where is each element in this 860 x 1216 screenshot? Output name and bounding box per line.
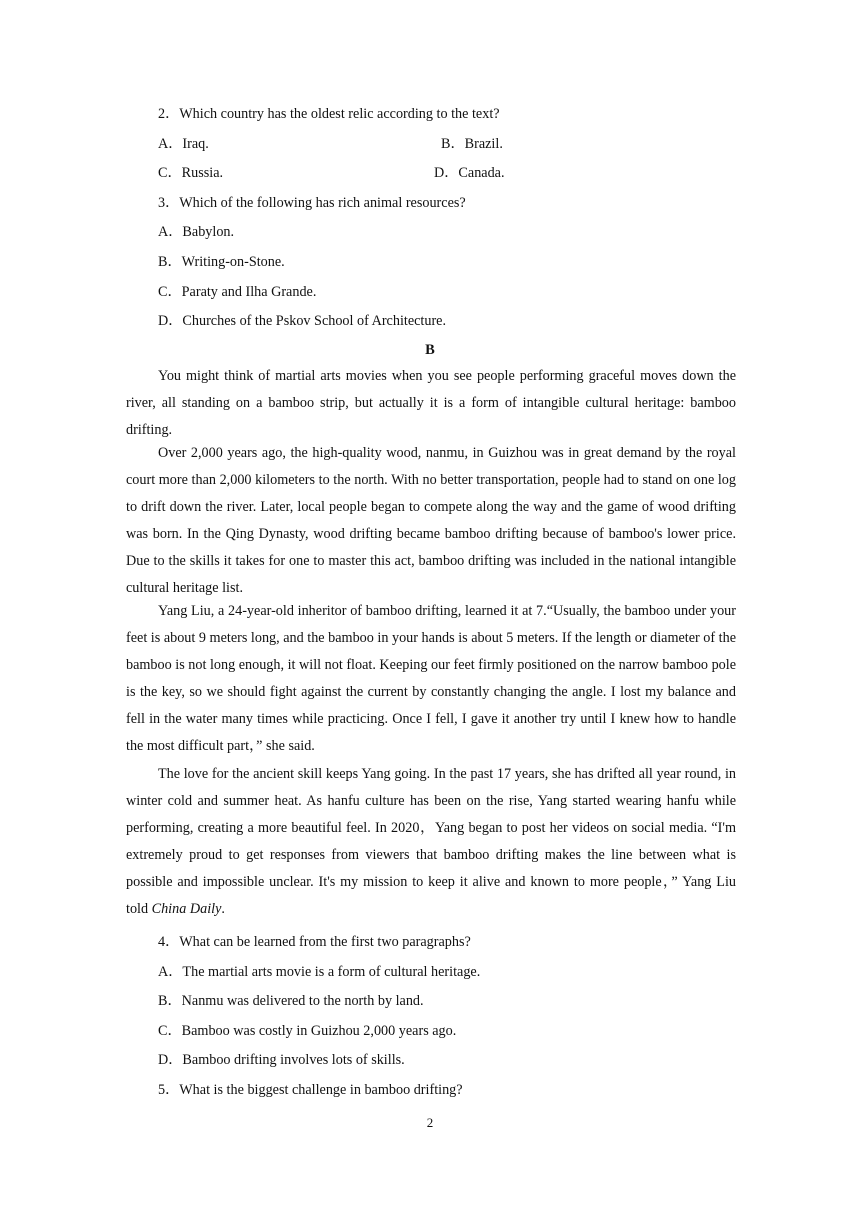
question-5-stem: 5．What is the biggest challenge in bamboo drifting? (158, 1082, 463, 1098)
question-4-option-a: A．The martial arts movie is a form of cultural heritage. (158, 964, 481, 980)
section-heading: B (425, 342, 435, 358)
question-2-option-a: A．Iraq. (158, 136, 209, 152)
question-3-option-b: B．Writing-on-Stone. (158, 254, 285, 270)
question-2-stem: 2．Which country has the oldest relic according to the text? (158, 106, 500, 122)
passage-paragraph-4 (126, 761, 736, 922)
passage-paragraph-2: Over 2,000 years ago, the high-quality wood, nanmu, in Guizhou was in great demand by the royal court more than 2,000 kilometers to the north. With no better transportation, people had to stand on one log to drift down the river. Later, local people began to compete along the way and the game of wood drifting was born. In the Qing Dynasty, wood drifting became bamboo drifting because of bamboo's lower price. Due to the skills it takes for one to master this act, bamboo drifting was included in the national intangible cultural heritage list. (126, 445, 736, 596)
question-3-option-d: D．Churches of the Pskov School of Architecture. (158, 313, 447, 329)
question-2-option-d: D．Canada. (434, 165, 505, 181)
question-3-stem: 3．Which of the following has rich animal resources? (158, 195, 466, 211)
question-4-stem: 4．What can be learned from the first two paragraphs? (158, 934, 471, 950)
question-4-option-d: D．Bamboo drifting involves lots of skills. (158, 1052, 405, 1068)
question-2-option-c: C．Russia. (158, 165, 224, 181)
passage-paragraph-1: You might think of martial arts movies when you see people performing graceful moves down the river, all standing on a bamboo strip, but actually it is a form of intangible cultural heritage: bamboo drifting. (126, 368, 736, 438)
question-4-option-c: C．Bamboo was costly in Guizhou 2,000 years ago. (158, 1023, 457, 1039)
page-number: 2 (426, 1115, 434, 1130)
question-4-option-b: B．Nanmu was delivered to the north by land. (158, 993, 424, 1009)
source-name: China Daily (151, 900, 222, 917)
question-3-option-c: C．Paraty and Ilha Grande. (158, 284, 317, 300)
paragraph-4-text: The love for the ancient skill keeps Yang going. In the past 17 years, she has drifted all year round, in winter cold and summer heat. As hanfu culture has been on the rise, Yang started wearing hanfu while performing, creating a more beautiful feel. In 2020，Yang began to post her videos on social media. “I'm extremely proud to get responses from viewers that bamboo drifting makes the line between what is possible and impossible unclear. It's my mission to keep it alive and known to more people，” Yang Liu told (126, 766, 736, 917)
paragraph-4-end: . (221, 900, 225, 917)
question-2-option-b: B．Brazil. (441, 136, 503, 152)
passage-paragraph-3: Yang Liu, a 24-year-old inheritor of bamboo drifting, learned it at 7.“Usually, the bamboo under your feet is about 9 meters long, and the bamboo in your hands is about 5 meters. If the length or diameter of the bamboo is not long enough, it will not float. Keeping our feet firmly positioned on the narrow bamboo pole is the key, so we should fight against the current by constantly changing the angle. I lost my balance and fell in the water many times while practicing. Once I fell, I gave it another try until I knew how to handle the most difficult part，” she said. (126, 603, 736, 754)
question-3-option-a: A．Babylon. (158, 224, 235, 240)
